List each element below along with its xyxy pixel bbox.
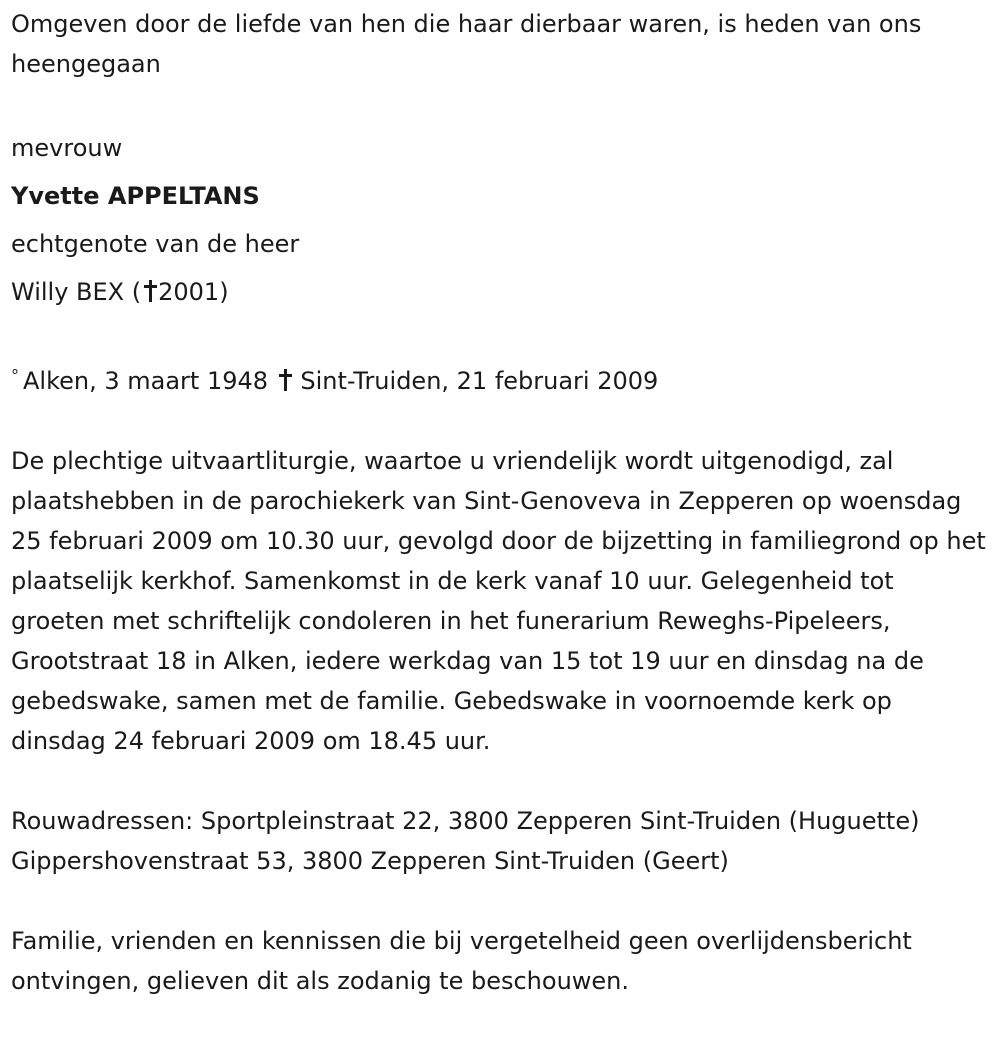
deceased-name: Yvette APPELTANS bbox=[11, 182, 260, 210]
intro-text: Omgeven door de liefde van hen die haar dierbaar waren, is heden van ons heengegaan bbox=[11, 10, 922, 78]
cross-icon bbox=[144, 280, 156, 302]
spacer bbox=[11, 761, 986, 801]
funeral-paragraph: De plechtige uitvaartliturgie, waartoe u vriendelijk wordt uitgenodigd, zal plaatshebben in de parochiekerk van Sint-Genoveva in Zepperen op woensdag 25 februari 2009 om 10.30 uur, gevolgd door de bijzetting in familiegrond op het plaatselijk kerkhof. Samenkomst in de kerk vanaf 10 uur. Gelegenheid tot groeten met schriftelijk condoleren in het funerarium Reweghs-Pipeleers, Grootstraat 18 in Alken, iedere werkdag van 15 tot 19 uur en dinsdag na de gebedswake, samen met de familie. Gebedswake in voornoemde kerk op dinsdag 24 februari 2009 om 18.45 uur. bbox=[11, 447, 986, 755]
spacer bbox=[11, 401, 986, 441]
cross-icon bbox=[279, 369, 291, 391]
death-notice bbox=[11, 4, 986, 1001]
spouse-death-year: 2001) bbox=[158, 278, 229, 306]
spacer bbox=[11, 881, 986, 921]
birth-info: Alken, 3 maart 1948 bbox=[23, 367, 269, 395]
spacer bbox=[11, 316, 986, 356]
spacer bbox=[11, 84, 986, 124]
title-prefix: mevrouw bbox=[11, 134, 123, 162]
spouse-name: Willy BEX ( bbox=[11, 278, 142, 306]
addresses-paragraph: Rouwadressen: Sportpleinstraat 22, 3800 Zepperen Sint-Truiden (Huguette) Gippershovenstraat 53, 3800 Zepperen Sint-Truiden (Geert) bbox=[11, 807, 920, 875]
birth-death-line bbox=[11, 356, 986, 401]
death-info: Sint-Truiden, 21 februari 2009 bbox=[300, 367, 659, 395]
spouse-line bbox=[11, 268, 986, 316]
closing-paragraph: Familie, vrienden en kennissen die bij vergetelheid geen overlijdensbericht ontvingen, gelieven dit als zodanig te beschouwen. bbox=[11, 927, 912, 995]
birth-degree-icon: ° bbox=[11, 366, 19, 385]
relation-text: echtgenote van de heer bbox=[11, 230, 300, 258]
